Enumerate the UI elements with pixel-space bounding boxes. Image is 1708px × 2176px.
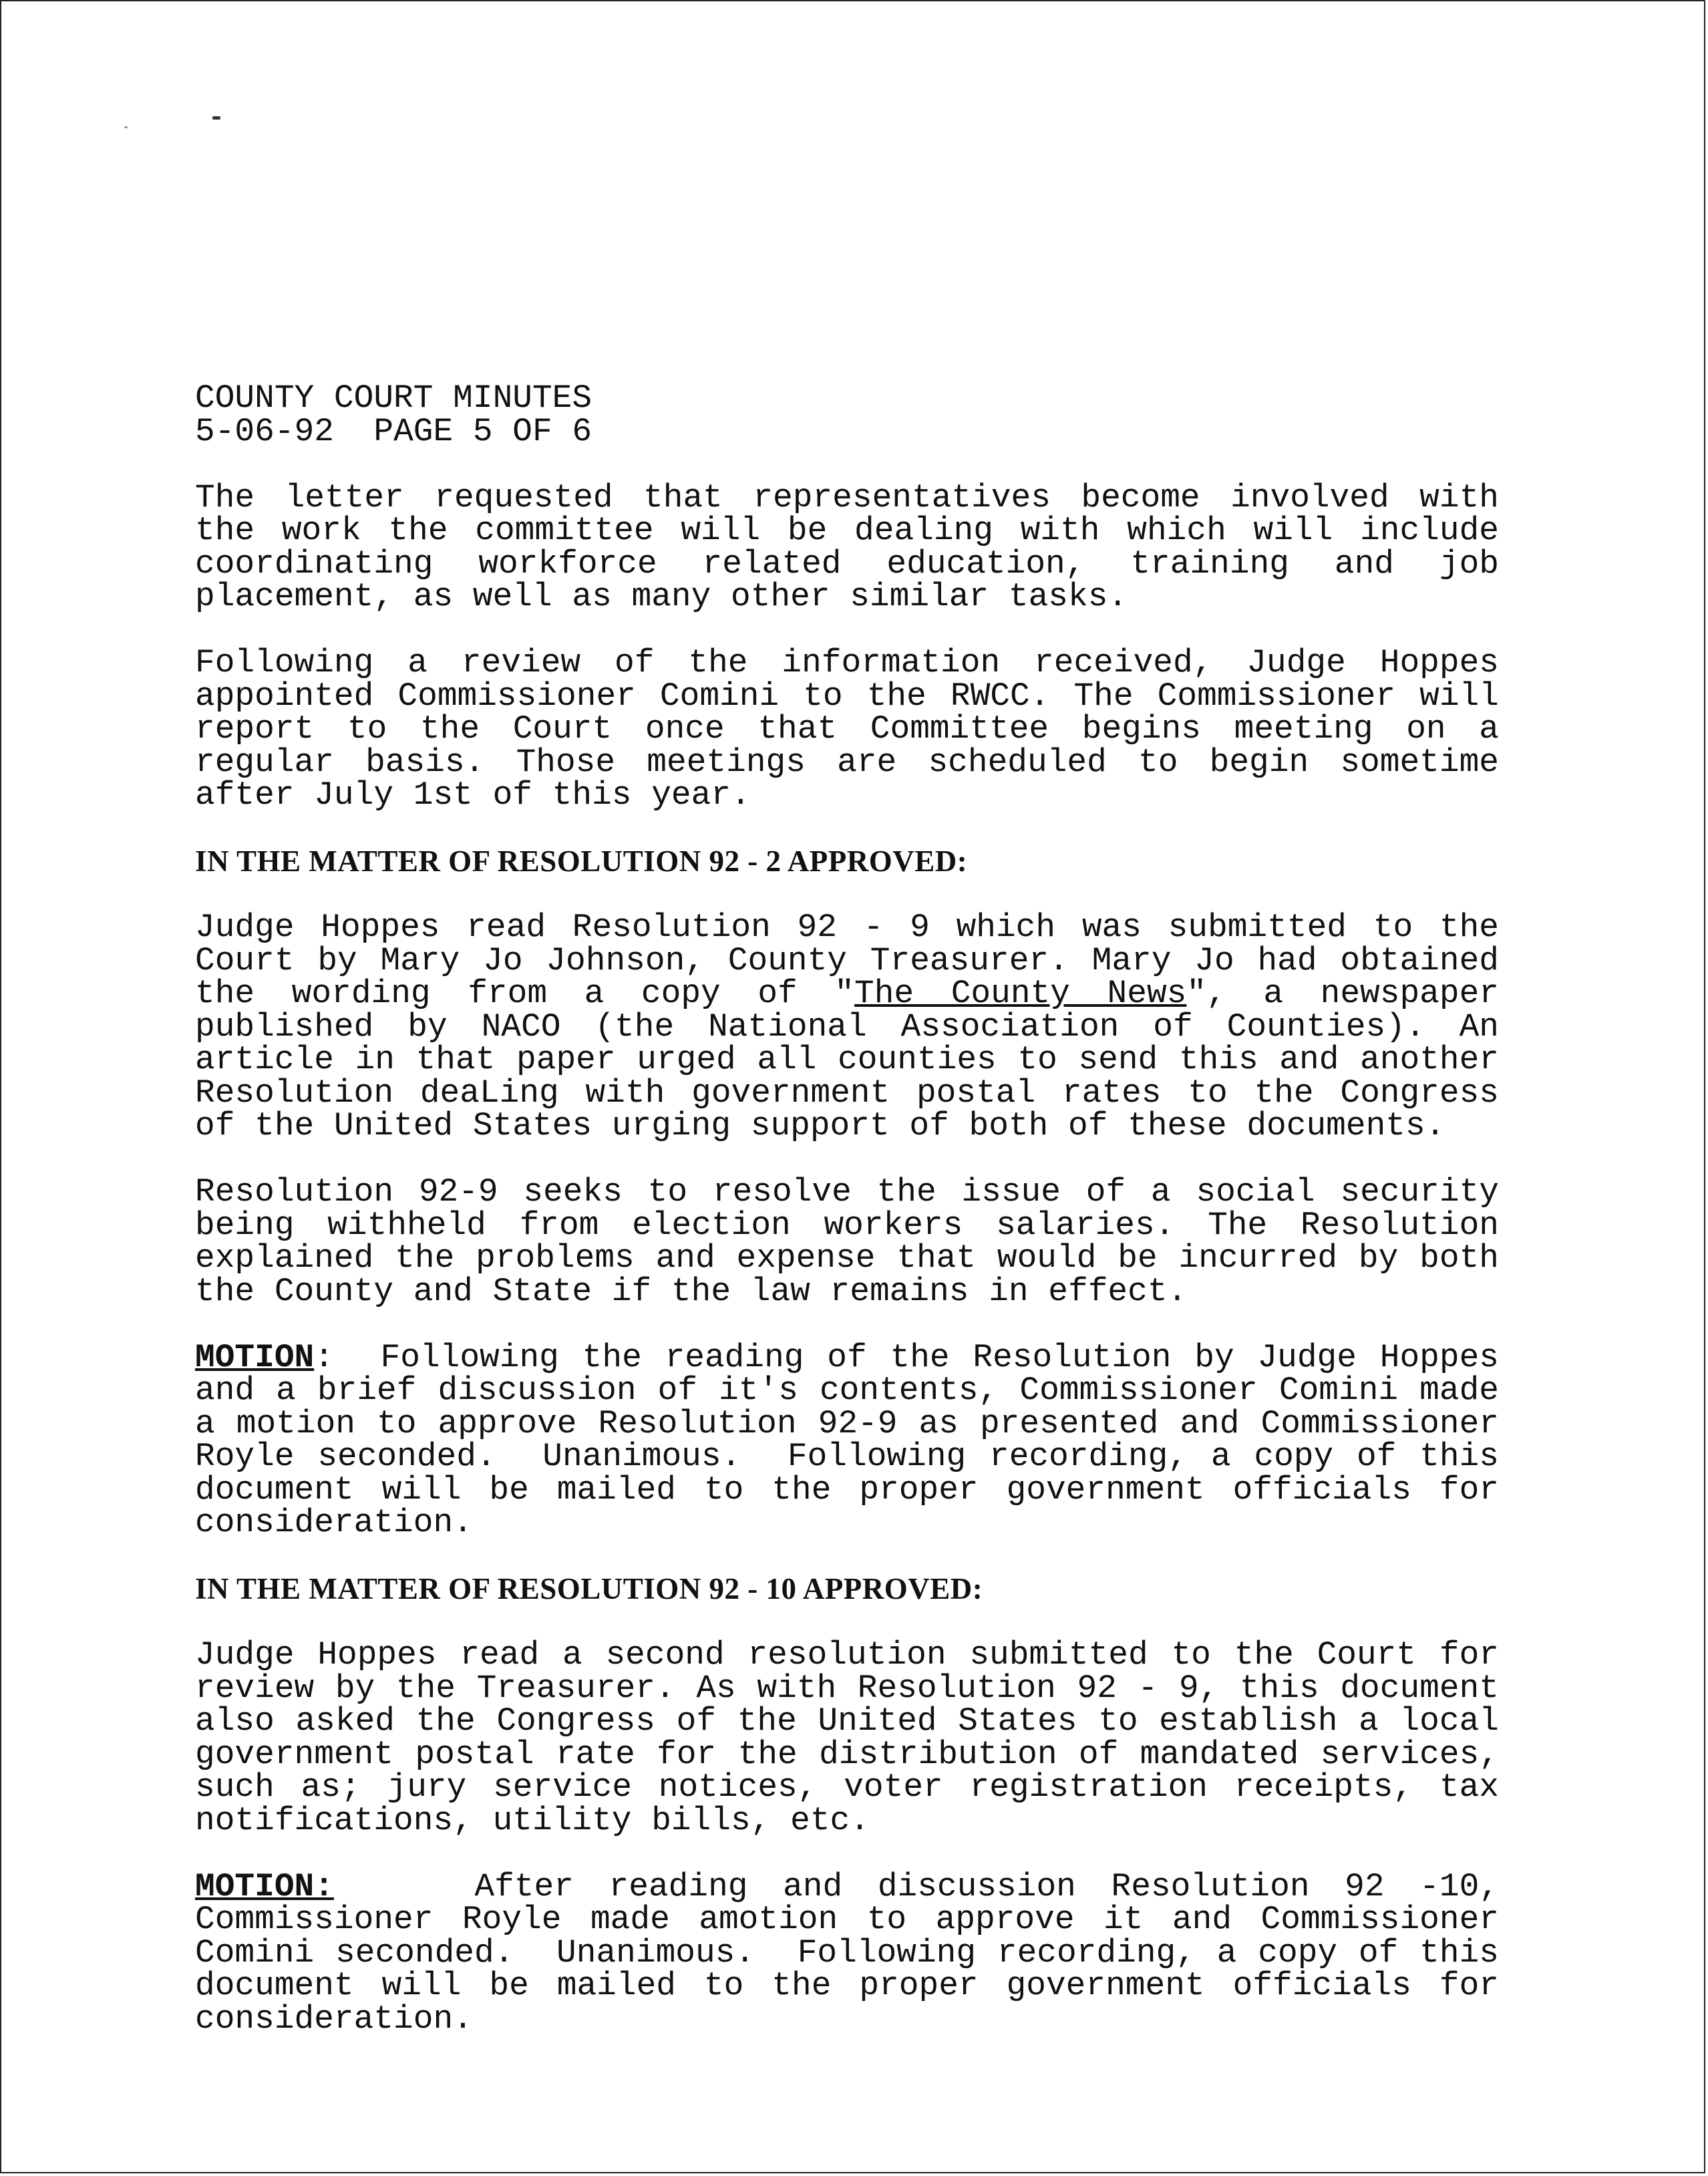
- motion-label: MOTION: [195, 1338, 315, 1376]
- publication-title: The County News: [854, 975, 1187, 1012]
- document-body: [195, 379, 1519, 2069]
- paragraph-motion-92-10: [195, 1867, 1519, 2038]
- text-segment: ", a newspaper published by NACO (the National Association of Counties). An article in that paper urged all counties to send this and another Resolution deaLing with government postal rates to the Congress of the United States urging support of both of these documents.: [195, 975, 1499, 1144]
- section-heading-resolution-92-10: IN THE MATTER OF RESOLUTION 92 - 10 APPROVED:: [195, 1572, 983, 1605]
- text-segment: Judge Hoppes read Resolution 92 - 9 which was submitted to the Court by Mary Jo Johnson, County Treasurer. Mary Jo had obtained the wording from a copy of ": [195, 909, 1499, 1012]
- paragraph-resolution-92-10-read: Judge Hoppes read a second resolution submitted to the Court for review by the Treasurer. As with Resolution 92 - 9, this document also asked the Congress of the United States to establish a local government postal rate for the distribution of mandated services, such as; jury service notices, voter registration receipts, tax notifications, utility bills, etc.: [195, 1636, 1499, 1839]
- section-heading-resolution-92-2: IN THE MATTER OF RESOLUTION 92 - 2 APPROVED:: [195, 844, 968, 878]
- paragraph-motion-92-9: [195, 1338, 1519, 1541]
- scan-speck: [124, 126, 128, 128]
- page-number: PAGE 5 OF 6: [373, 412, 592, 450]
- motion-text: After reading and discussion Resolution 92 -10, Commissioner Royle made amotion to approve it and Commissioner Comini seconded. Unanimous. Following recording, a copy of this document will be mailed to the proper government officials for consideration.: [195, 1867, 1519, 2038]
- scan-speck: [212, 116, 220, 120]
- motion-text: : Following the reading of the Resolution by Judge Hoppes and a brief discussion of it's contents, Commissioner Comini made a motion to approve Resolution 92-9 as presented and Commissioner Royle seconded. Unanimous. Following recording, a copy of this document will be mailed to the proper government officials for consideration.: [195, 1338, 1519, 1541]
- paragraph-resolution-92-9-read: [195, 911, 1499, 1143]
- document-title: COUNTY COURT MINUTES: [195, 379, 592, 417]
- motion-label: MOTION:: [195, 1867, 334, 1905]
- date-page-line: [195, 412, 1499, 450]
- document-header: [195, 379, 1499, 450]
- meeting-date: 5-06-92: [195, 412, 334, 450]
- paragraph-appointment: Following a review of the information received, Judge Hoppes appointed Commissioner Comini to the RWCC. The Commissioner will report to the Court once that Committee begins meeting on a regular basis. Those meetings are scheduled to begin sometime after July 1st of this year.: [195, 644, 1499, 814]
- paragraph-letter: The letter requested that representatives become involved with the work the committee will be dealing with which will include coordinating workforce related education, training and job placement, as well as many other similar tasks.: [195, 478, 1499, 615]
- paragraph-resolution-92-9-purpose: Resolution 92-9 seeks to resolve the issue of a social security being withheld from election workers salaries. The Resolution explained the problems and expense that would be incurred by both the County and State if the law remains in effect.: [195, 1173, 1499, 1310]
